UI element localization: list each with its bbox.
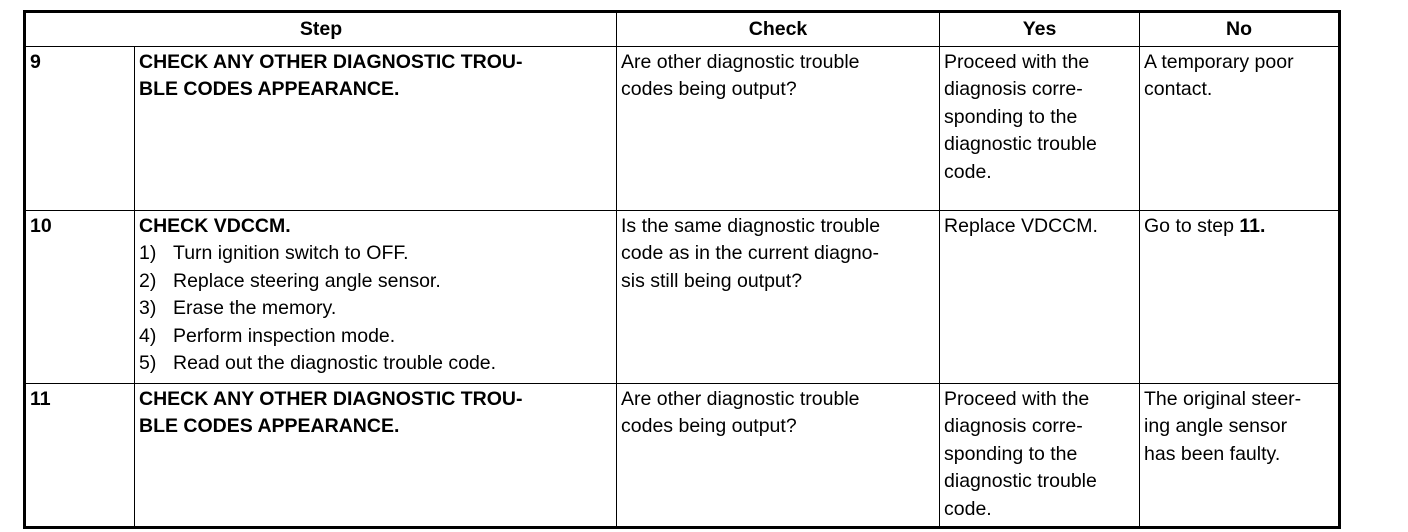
no-cell xyxy=(1140,46,1340,210)
goto-step-number: 11. xyxy=(1239,214,1266,237)
diagnostic-table-container xyxy=(23,10,1338,529)
goto-text: Go to step xyxy=(1144,214,1240,237)
step-title-line: CHECK ANY OTHER DIAGNOSTIC TROU- xyxy=(139,50,523,73)
yes-line: Replace VDCCM. xyxy=(944,214,1098,237)
table-row-step-11 xyxy=(25,383,1340,527)
table-header-row xyxy=(25,12,1340,47)
step-description xyxy=(135,210,617,383)
substep-number: 5) xyxy=(139,352,157,374)
step-description xyxy=(135,383,617,527)
substep-number: 3) xyxy=(139,297,157,319)
list-item xyxy=(139,295,611,323)
check-line: Is the same diagnostic trouble xyxy=(621,214,881,237)
step-number: 10 xyxy=(25,210,135,383)
yes-line: code. xyxy=(944,497,992,520)
substep-text: Erase the memory. xyxy=(173,297,337,319)
no-line: The original steer- xyxy=(1144,387,1302,410)
header-no: No xyxy=(1140,12,1340,47)
yes-line: code. xyxy=(944,160,992,183)
list-item xyxy=(139,268,611,296)
no-line: has been faulty. xyxy=(1144,442,1281,465)
yes-line: diagnostic trouble xyxy=(944,470,1097,492)
check-cell xyxy=(617,383,940,527)
yes-line: Proceed with the xyxy=(944,387,1090,410)
check-line: codes being output? xyxy=(621,415,797,437)
check-line: codes being output? xyxy=(621,78,797,100)
substep-number: 1) xyxy=(139,242,157,264)
no-line: ing angle sensor xyxy=(1144,415,1288,437)
substep-number: 4) xyxy=(139,324,157,347)
step-title-line: BLE CODES APPEARANCE. xyxy=(139,415,400,437)
no-cell xyxy=(1140,383,1340,527)
list-item xyxy=(139,240,611,268)
yes-cell xyxy=(940,210,1140,383)
check-line: Are other diagnostic trouble xyxy=(621,387,860,410)
yes-line: Proceed with the xyxy=(944,50,1090,73)
substep-text: Turn ignition switch to OFF. xyxy=(173,242,409,264)
diagnostic-procedure-table xyxy=(23,10,1341,529)
step-title-line: CHECK ANY OTHER DIAGNOSTIC TROU- xyxy=(139,387,523,410)
yes-line: diagnostic trouble xyxy=(944,133,1097,155)
yes-line: sponding to the xyxy=(944,105,1078,128)
yes-line: diagnosis corre- xyxy=(944,415,1083,437)
table-row-step-9 xyxy=(25,46,1340,210)
header-check: Check xyxy=(617,12,940,47)
step-title-line: BLE CODES APPEARANCE. xyxy=(139,78,400,100)
list-item xyxy=(139,323,611,351)
yes-line: diagnosis corre- xyxy=(944,78,1083,100)
yes-line: sponding to the xyxy=(944,442,1078,465)
check-line: code as in the current diagno- xyxy=(621,242,880,264)
substep-text: Replace steering angle sensor. xyxy=(173,269,441,292)
step-description xyxy=(135,46,617,210)
check-line: sis still being output? xyxy=(621,269,803,292)
no-cell xyxy=(1140,210,1340,383)
header-step: Step xyxy=(25,12,617,47)
step-number: 11 xyxy=(25,383,135,527)
substep-text: Perform inspection mode. xyxy=(173,324,396,347)
check-cell xyxy=(617,46,940,210)
step-number: 9 xyxy=(25,46,135,210)
header-yes: Yes xyxy=(940,12,1140,47)
substep-text: Read out the diagnostic trouble code. xyxy=(173,352,497,374)
list-item xyxy=(139,350,611,378)
yes-cell xyxy=(940,46,1140,210)
no-line: contact. xyxy=(1144,78,1213,100)
substep-number: 2) xyxy=(139,269,157,292)
substep-list xyxy=(139,240,611,378)
yes-cell xyxy=(940,383,1140,527)
table-row-step-10 xyxy=(25,210,1340,383)
step-title-line: CHECK VDCCM. xyxy=(139,214,291,237)
no-line: A temporary poor xyxy=(1144,50,1294,73)
check-line: Are other diagnostic trouble xyxy=(621,50,860,73)
check-cell xyxy=(617,210,940,383)
